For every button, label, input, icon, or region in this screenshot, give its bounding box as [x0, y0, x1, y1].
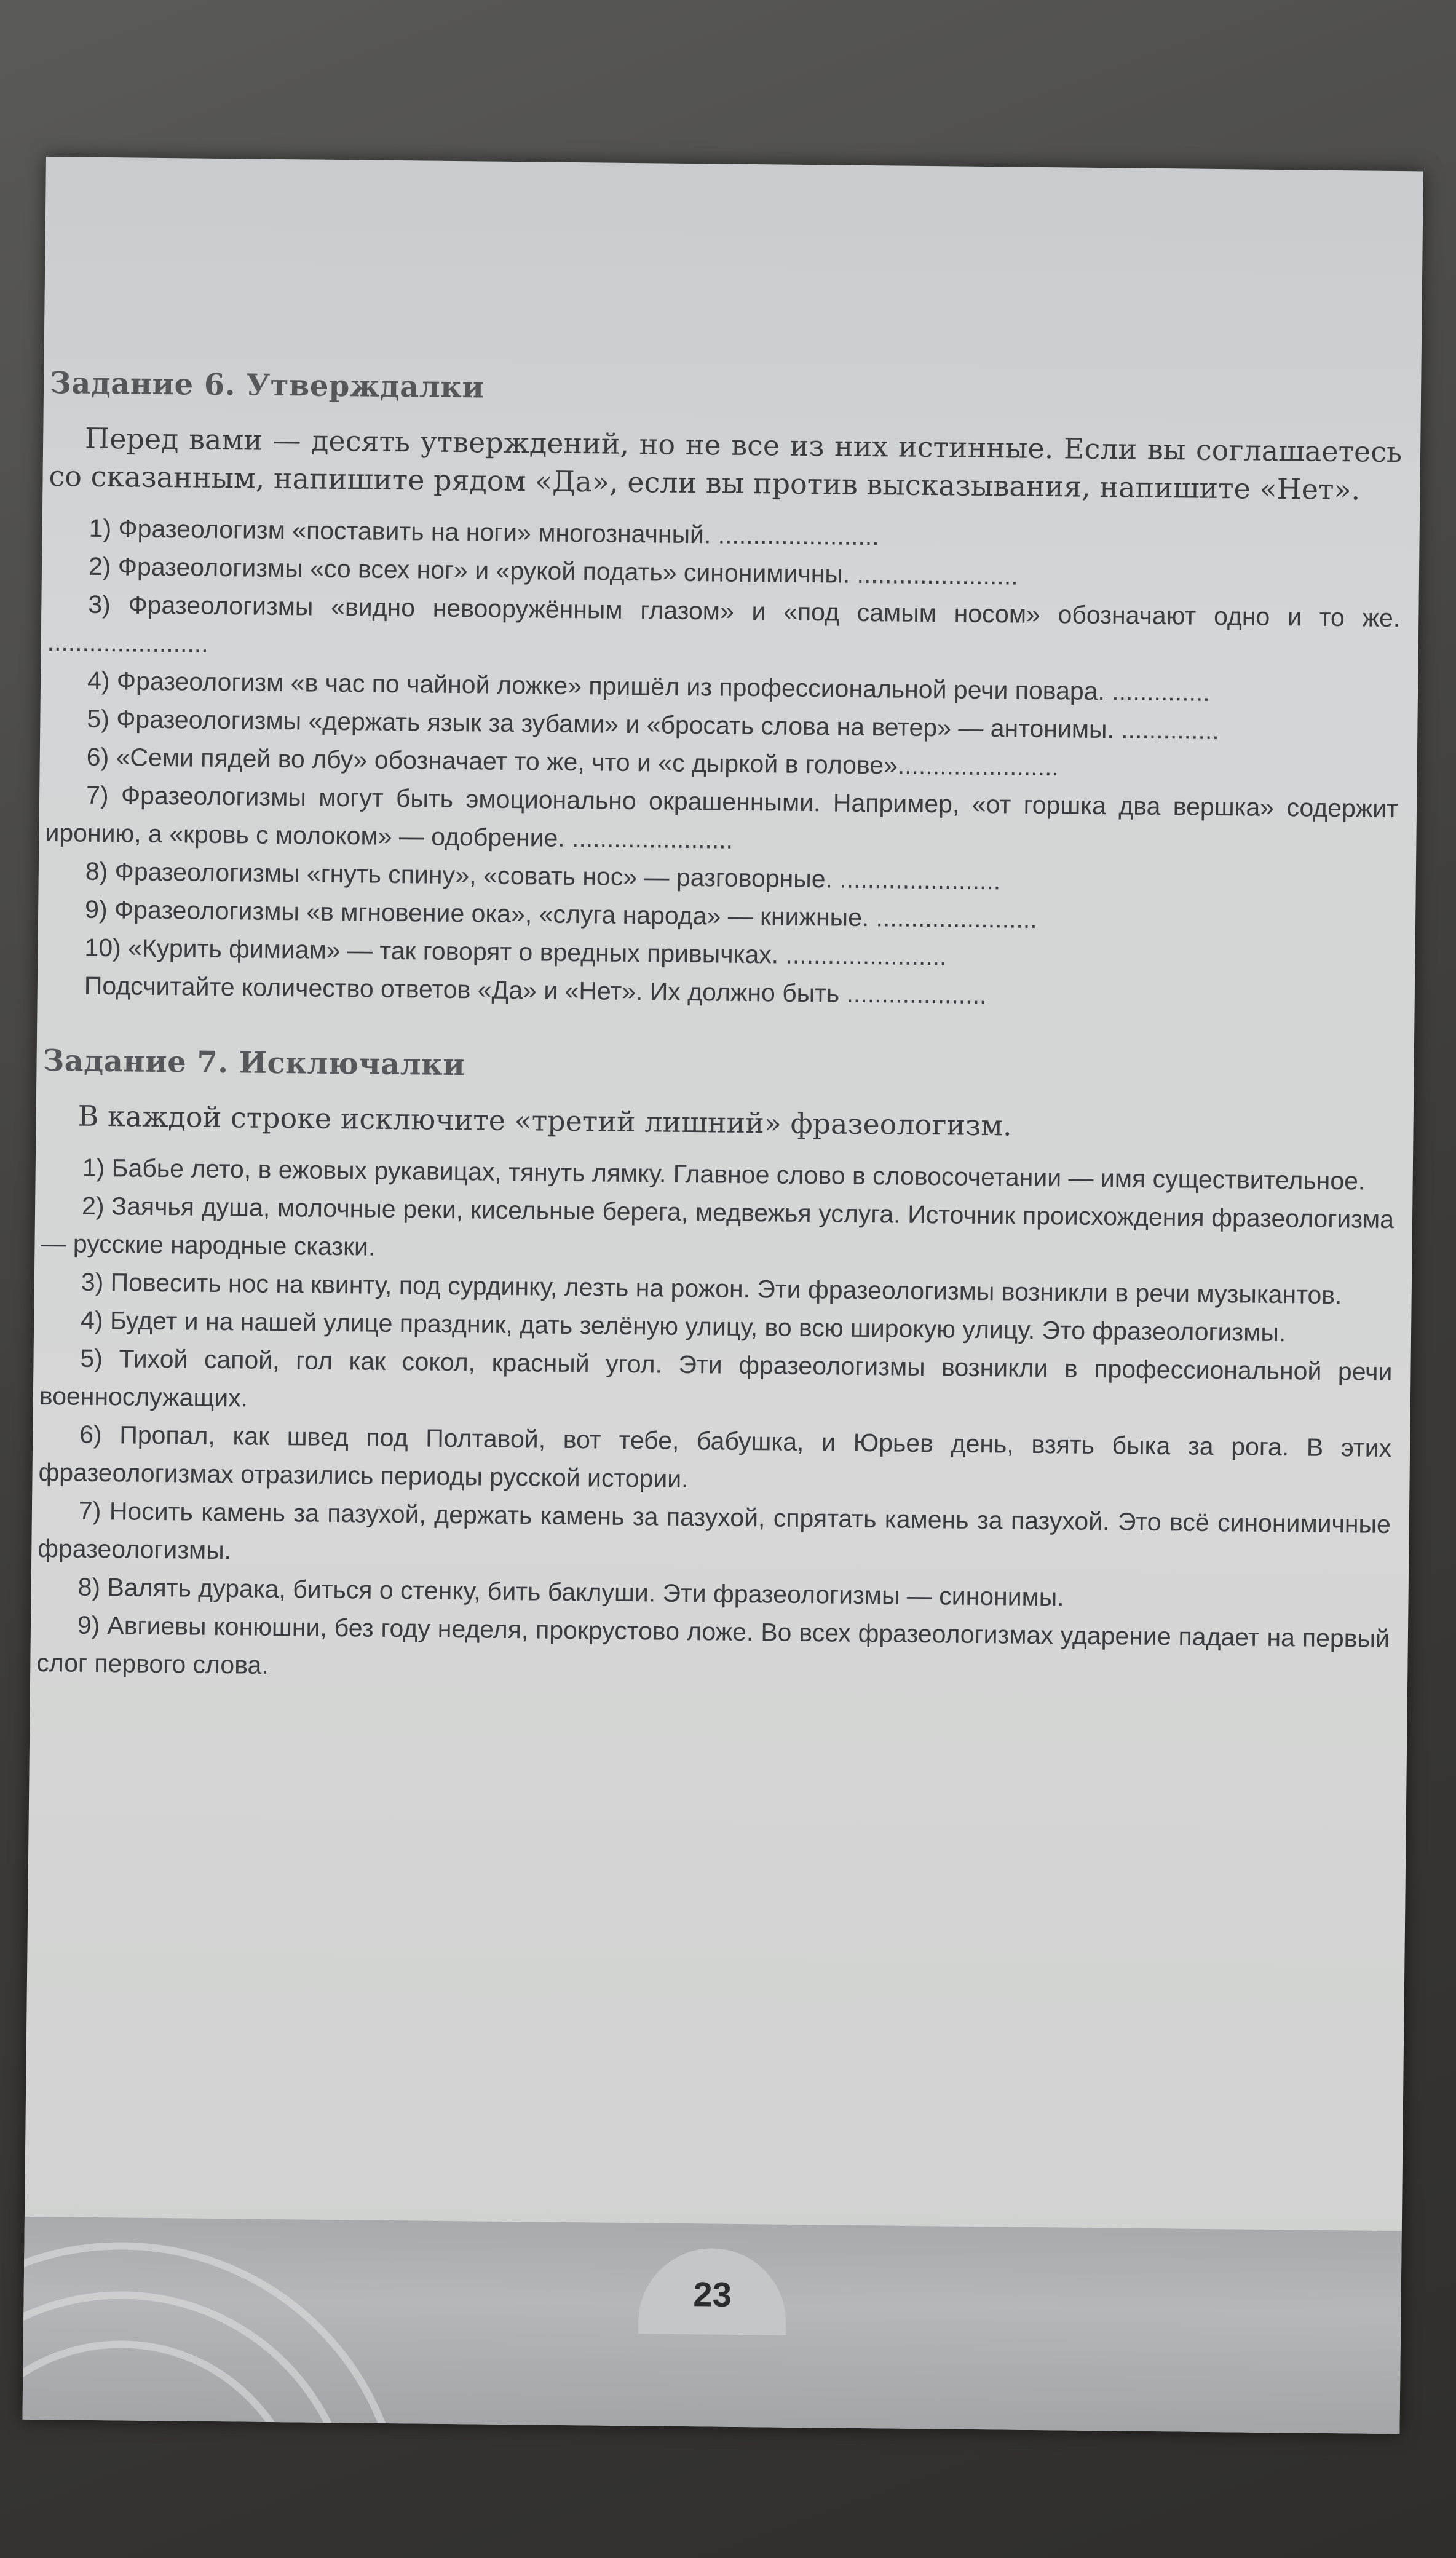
task-6-statement-1: 1) Фразеологизм «поставить на ноги» многозначный. ....................... — [89, 513, 879, 551]
page-footer-band — [22, 2217, 1401, 2434]
task-7-row-4: 4) Будет и на нашей улице праздник, дать зелёную улицу, во всю широкую улицу. Это фразеологизмы. — [80, 1305, 1286, 1347]
task-6-statement-6: 6) «Семи пядей во лбу» обозначает то же, что и «с дыркой в голове»....................... — [86, 742, 1059, 782]
book-page — [22, 157, 1423, 2434]
task-6-section — [44, 366, 1403, 1018]
task-7-row-3: 3) Повесить нос на квинту, под сурдинку, лезть на рожон. Эти фразеологизмы возникли в речи музыкантов. — [81, 1267, 1342, 1310]
task-7-row-6: 6) Пропал, как швед под Полтавой, вот тебе, бабушка, и Юрьев день, взять быка за рога. В этих фразеологизмах отразились периоды русской истории. — [38, 1420, 1392, 1494]
task-7-row-7: 7) Носить камень за пазухой, держать камень за пазухой, спрятать камень за пазухой. Это всё синонимичные фразеологизмы. — [38, 1496, 1391, 1565]
task-7-intro: В каждой строке исключите «третий лишний» фразеологизм. — [77, 1099, 1012, 1142]
task-7-row-2: 2) Заячья душа, молочные реки, кисельные берега, медвежья услуга. Источник происхождения фразеологизма — русские народные сказки. — [41, 1191, 1395, 1261]
task-7-row-5: 5) Тихой сапой, гол как сокол, красный угол. Эти фразеологизмы возникли в профессиональной речи военнослужащих. — [39, 1344, 1393, 1412]
task-6-statement-4: 4) Фразеологизм «в час по чайной ложке» пришёл из профессиональной речи повара. .............. — [87, 666, 1211, 707]
task-7-section — [36, 1043, 1396, 1696]
task-6-intro: Перед вами — десять утверждений, но не все из них истинные. Если вы соглашаетесь со сказанным, напишите рядом «Да», если вы против высказывания, напишите «Нет». — [49, 421, 1403, 507]
task-6-statement-3: 3) Фразеологизмы «видно невооружённым глазом» и «под самым носом» обозначают одно и то же. ....................... — [47, 590, 1401, 658]
task-7-row-1: 1) Бабье лето, в ежовых рукавицах, тянуть лямку. Главное слово в словосочетании — имя существительное. — [82, 1153, 1366, 1195]
page-number: 23 — [638, 2247, 786, 2335]
task-6-statement-10: 10) «Курить фимиам» — так говорят о вредных привычках. ....................... — [84, 933, 947, 971]
task-7-row-9: 9) Авгиевы конюшни, без году неделя, прокрустово ложе. Во всех фразеологизмах ударение падает на первый слог первого слова. — [36, 1610, 1390, 1679]
task-6-statement-2: 2) Фразеологизмы «со всех ног» и «рукой подать» синонимичны. ....................... — [88, 552, 1018, 590]
task-6-statement-8: 8) Фразеологизмы «гнуть спину», «совать нос» — разговорные. ....................... — [85, 857, 1001, 895]
task-7-row-8: 8) Валять дурака, биться о стенку, бить баклуши. Эти фразеологизмы — синонимы. — [77, 1572, 1064, 1612]
task-6-statement-7: 7) Фразеологизмы могут быть эмоционально окрашенными. Например, «от горшка два вершка» содержит иронию, а «кровь с молоком» — одобрение. ....................... — [45, 780, 1399, 854]
page-content — [36, 366, 1403, 1696]
task-6-statement-9: 9) Фразеологизмы «в мгновение ока», «слуга народа» — книжные. ....................... — [84, 895, 1037, 933]
task-6-statement-5: 5) Фразеологизмы «держать язык за зубами» и «бросать слова на ветер» — антонимы. .............. — [87, 704, 1220, 745]
task-6-count-instruction: Подсчитайте количество ответов «Да» и «Нет». Их должно быть .................... — [84, 971, 987, 1010]
task-6-title: Задание 6. Утверждалки — [49, 366, 485, 405]
task-7-title: Задание 7. Исключалки — [42, 1043, 465, 1083]
